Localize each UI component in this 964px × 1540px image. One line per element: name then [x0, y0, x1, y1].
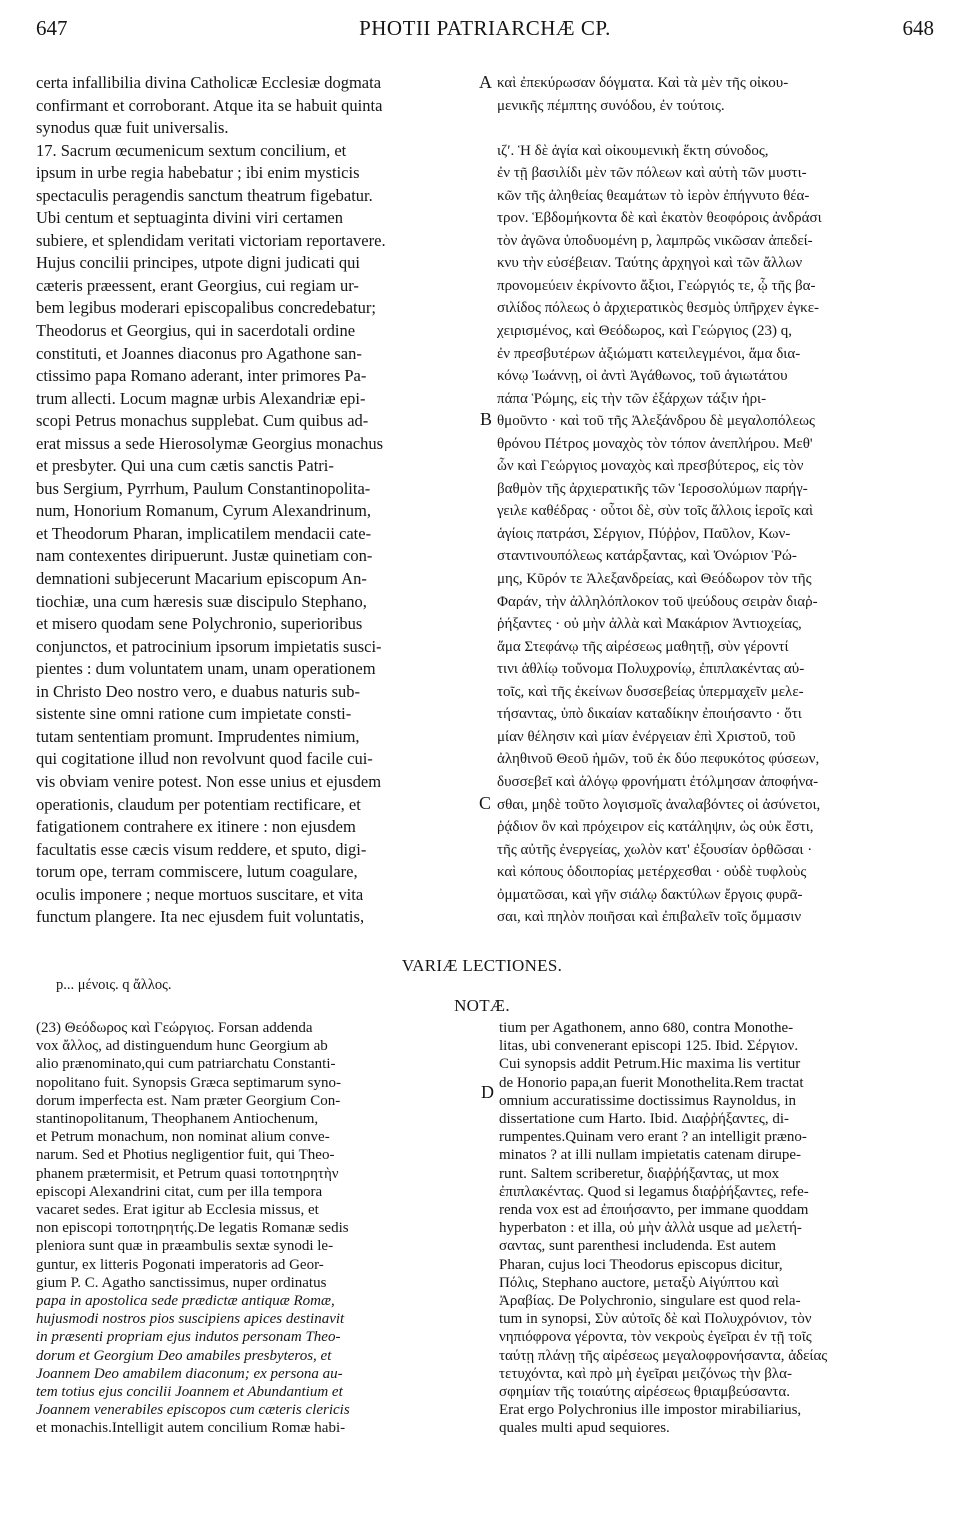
- note-text-line: gium P. C. Agatho sanctissimus, nuper ordinatus: [36, 1274, 327, 1291]
- latin-text-line: Hujus concilii principes, utpote digni judicati qui: [36, 253, 360, 273]
- note-text-line: σαντας, sunt parenthesi includenda. Est autem: [499, 1238, 777, 1255]
- note-text-line: litas, ubi convenerant episcopi 125. Ibid. Σέργιον.: [499, 1038, 799, 1055]
- greek-text-line: ἐν πρεσβυτέρων ἀξιώματι κατειλεγμένοι, ἅμα δια-: [497, 345, 801, 362]
- latin-text-line: pientes : dum voluntatem unam, unam operationem: [36, 659, 376, 679]
- latin-text-line: tutam sententiam promunt. Imprudentes nimium,: [36, 726, 360, 746]
- greek-text-line: βαθμὸν τῆς ἀρχιερατικῆς τῶν Ἱεροσολύμων παρήγ-: [497, 480, 808, 497]
- note-text-line: alio prænominato,qui cum patriarchatu Constanti-: [36, 1056, 336, 1073]
- latin-text-line: demnationi subjecerunt Macarium episcopum An-: [36, 569, 367, 589]
- latin-text-line: spectaculis peragendis sanctum theatrum figebatur.: [36, 185, 373, 205]
- note-text-line: phanem prætermisit, et Petrum quasi τοποτηρητὴν: [36, 1165, 339, 1182]
- latin-text-line: torum ope, terram commiscere, lutum coagulare,: [36, 862, 358, 882]
- latin-text-line: ipsum in urbe regia habebatur ; ibi enim mysticis: [36, 163, 360, 183]
- note-text-line: runt. Saltem scriberetur, διαῤῥήξαντας, ut mox: [499, 1165, 780, 1182]
- note-text-line: tum in synopsi, Σὺν αὐτοῖς δὲ καὶ Πολυχρόνιον, τὸν: [499, 1311, 812, 1328]
- notae-heading: NOTÆ.: [454, 996, 510, 1015]
- greek-text-line: κνυ τὴν εὐσέβειαν. Ταύτης ἀρχηγοὶ καὶ τῶν ἄλλων: [497, 255, 803, 272]
- latin-text-line: Theodorus et Georgius, qui in sacerdotali ordine: [36, 321, 356, 341]
- greek-text-line: μίαν θέλησιν καὶ μίαν ἐνέργειαν ἐπὶ Χριστοῦ, τοῦ: [497, 728, 796, 745]
- note-text-line: et Petrum monachum, non nominat alium conve-: [36, 1129, 330, 1146]
- latin-text-line: tiochiæ, una cum hæresis suæ discipulo Stephano,: [36, 591, 367, 611]
- greek-text-line: σιλίδος πόλεως ὁ ἀρχιερατικὸς θεσμὸς ὑπῆρχεν ἐγκε-: [497, 300, 820, 317]
- note-text-line: dissertatione cum Harto. Ibid. Διαῤῥήξαντες, di-: [499, 1111, 790, 1128]
- note-text-line: Joannem venerabiles episcopos cum cæteris clericis: [36, 1402, 350, 1419]
- latin-text-line: et Theodorum Pharan, implicatilem mendacii cate-: [36, 523, 372, 543]
- greek-text-line: σθαι, μηδὲ τοῦτο λογισμοῖς ἀναλαβόντες οἱ ἀσύνετοι,: [497, 796, 821, 813]
- note-text-line: τετυχόντα, καὶ πρὸ μὴ ἐγεῖραι μειζόνως τὴν βλα-: [499, 1365, 792, 1382]
- greek-text-line: προνομεύειν ἐκρίνοντο ἄξιοι, Γεώργιός τε, ᾧ τῆς βα-: [497, 277, 816, 294]
- latin-text-line: et presbyter. Qui una cum cætis sanctis Patri-: [36, 456, 334, 476]
- latin-text-line: facultatis esse cæcis visum reddere, et sputo, digi-: [36, 839, 367, 859]
- note-text-line: tem totius ejus concilii Joannem et Abundantium et: [36, 1384, 343, 1401]
- latin-text-line: vis obviam venire potest. Non esse unius et ejusdem: [36, 771, 382, 791]
- greek-text-line: μης, Κῦρόν τε Ἀλεξανδρείας, καὶ Θεόδωρον τὸν τῆς: [497, 571, 812, 588]
- note-text-line: νηπιόφρονα γέροντα, τὸν νεκροὺς ἐγεῖραι ἐν τῇ τοῖς: [499, 1329, 812, 1346]
- note-text-line: Pharan, cujus loci Theodorus episcopus dicitur,: [499, 1256, 783, 1273]
- greek-text-line: τινι ἀθλίῳ τοὔνομα Πολυχρονίῳ, ἐπιπλακέντας αὐ-: [497, 661, 805, 678]
- latin-text-line: bus Sergium, Pyrrhum, Paulum Constantinopolita-: [36, 478, 371, 498]
- note-text-line: de Honorio papa,an fuerit Monothelita.Rem tractat: [499, 1074, 804, 1091]
- note-text-line: Joannem Deo amabilem diaconum; ex persona au-: [36, 1365, 343, 1382]
- greek-text-line: κῶν τῆς ἀληθείας θεαμάτων τὸ ἱερὸν ἐπήγνυτο θέα-: [497, 187, 810, 204]
- latin-text-line: bem legibus moderari episcopalibus concredebatur;: [36, 298, 376, 318]
- latin-text-line: trum allecti. Locum magnæ urbis Alexandriæ epi-: [36, 388, 366, 408]
- latin-text-line: operationis, claudum per potentiam rectificare, et: [36, 794, 361, 814]
- greek-text-line: τῆς αὐτῆς ἐνεργείας, χωλὸν κατ' ἐξουσίαν ὀρθῶσαι ·: [497, 841, 813, 858]
- greek-text-line: πάπα Ῥώμης, εἰς τὴν τῶν ἐξάρχων τάξιν ἠρι-: [497, 390, 767, 407]
- note-text-line: quales multi apud sequiores.: [499, 1420, 670, 1437]
- latin-text-line: 17. Sacrum œcumenicum sextum concilium, et: [36, 140, 347, 160]
- greek-text-line: σταντινουπόλεως κατάρξαντας, καὶ Ὀνώριον Ῥώ-: [497, 548, 797, 565]
- note-text-line: Πόλις, Stephano auctore, μεταξὺ Αἰγύπτου καὶ: [499, 1274, 779, 1291]
- page-number-left: 647: [36, 16, 68, 40]
- latin-text-line: synodus quæ fuit universalis.: [36, 118, 229, 138]
- latin-text-line: fatigationem contrahere ex itinere : non ejusdem: [36, 817, 356, 837]
- latin-text-line: in Christo Deo nostro vero, e duabus naturis sub-: [36, 681, 360, 701]
- note-text-line: guntur, ex litteris Pogonati imperatoris ad Geor-: [36, 1256, 324, 1273]
- note-text-line: episcopi Alexandrini citat, cum per illa tempora: [36, 1183, 323, 1200]
- note-text-line: Ἀραβίας. De Polychronio, singulare est quod rela-: [499, 1293, 801, 1310]
- greek-text-line: ιζʹ. Ἡ δὲ ἁγία καὶ οἰκουμενικὴ ἕκτη σύνοδος,: [497, 142, 769, 159]
- greek-text-line: τρον. Ἑβδομήκοντα δὲ καὶ ἑκατὸν θεοφόροις ἀνδράσι: [497, 210, 822, 227]
- latin-text-line: oculis imponere ; neque mortuos suscitare, et vita: [36, 884, 364, 904]
- notes-left-column: [36, 1019, 482, 1438]
- section-marker-d: D: [481, 1082, 494, 1102]
- greek-text-line: θμοῦντο · καὶ τοῦ τῆς Ἀλεξάνδρου δὲ μεγαλοπόλεως: [497, 413, 815, 430]
- note-text-line: ἐπιπλακέντας. Quod si legamus διαῤῥήξαντες, refe-: [499, 1183, 809, 1200]
- greek-text-line: Φαράν, τὴν ἀλληλόπλοκον τοῦ ψεύδους σειρὰν διαῤ-: [497, 593, 818, 610]
- note-text-line: Erat ergo Polychronius ille impostor mirabiliarius,: [499, 1402, 802, 1419]
- note-text-line: omnium accuratissime doctissimus Raynoldus, in: [499, 1092, 797, 1109]
- note-text-line: narum. Sed et Photius negligentior fuit, qui Theo-: [36, 1147, 335, 1164]
- latin-text-line: certa infallibilia divina Catholicæ Ecclesiæ dogmata: [36, 73, 382, 92]
- note-text-line: papa in apostolica sede prædictæ antiquæ Romæ,: [36, 1293, 335, 1310]
- latin-text-line: scopi Petrus monachus supplebat. Cum quibus ad-: [36, 411, 369, 431]
- note-text-line: minatos ? at illi nullam impietatis catenam dirupe-: [499, 1147, 801, 1164]
- greek-text-line: χειρισμένος, καὶ Θεόδωρος, καὶ Γεώργιος (23) q,: [497, 323, 792, 340]
- greek-text-line: μενικῆς πέμπτης συνόδου, ἐν τούτοις.: [497, 97, 725, 114]
- section-marker-a: A: [479, 72, 492, 92]
- greek-text-line: καὶ κόπους ὁδοιπορίας μετέρχεσθαι · οὐδὲ τυφλοὺς: [497, 864, 807, 881]
- latin-text-line: erat missus a sede Hierosolymæ Georgius monachus: [36, 433, 384, 453]
- greek-text-line: ῥήξαντες · οὐ μὴν ἀλλὰ καὶ Μακάριον Ἀντιοχείας,: [497, 616, 802, 633]
- latin-text-line: ctissimo papa Romano aderant, inter primores Pa-: [36, 366, 367, 386]
- greek-text-line: τήσαντας, ὑπὸ δικαίαν καταδίκην ἐποιήσαντο · ὅτι: [497, 706, 802, 723]
- note-text-line: hujusmodi nostros pios suscipiens apices destinavit: [36, 1311, 345, 1328]
- latin-text-line: subiere, et splendidam veritati victoriam reportavere.: [36, 230, 386, 250]
- latin-text-column: [36, 72, 482, 929]
- greek-text-line: ἐν τῇ βασιλίδι μὲν τῶν πόλεων καὶ αὐτὴ τῶν μυστι-: [497, 165, 807, 182]
- note-text-line: dorum et Georgium Deo amabiles presbyteros, et: [36, 1347, 332, 1364]
- greek-text-line: θρόνου Πέτρος μοναχὸς τὸν τόπον ἀνεπλήρου. Μεθ': [497, 435, 813, 452]
- note-text-line: non episcopi τοποτηρητής.De legatis Romanæ sedis: [36, 1220, 349, 1237]
- latin-text-line: Ubi centum et septuaginta divini viri certamen: [36, 208, 343, 228]
- greek-text-column: [497, 72, 931, 929]
- greek-text-line: ὧν καὶ Γεώργιος μοναχὸς καὶ πρεσβύτερος, εἰς τὸν: [497, 458, 804, 475]
- latin-text-line: et misero quodam sene Polychronio, superioribus: [36, 614, 363, 634]
- note-text-line: σφημίαν τῆς τοιαύτης αἱρέσεως θριαμβεύσαντα.: [499, 1384, 790, 1401]
- note-text-line: tium per Agathonem, anno 680, contra Monothe-: [499, 1020, 794, 1036]
- greek-text-line: ἀληθινοῦ Θεοῦ ἡμῶν, τοῦ ἐκ δύο πεφυκότος φύσεων,: [497, 751, 820, 768]
- note-text-line: et monachis.Intelligit autem concilium Romæ habi-: [36, 1420, 346, 1437]
- latin-text-line: sistente sine omni ratione cum impietate consti-: [36, 704, 352, 724]
- running-header: [36, 6, 934, 42]
- latin-text-line: functum plangere. Ita nec ejusdem fuit voluntatis,: [36, 907, 365, 927]
- latin-text-line: qui cogitatione illud non revolvunt quod facile cui-: [36, 749, 373, 769]
- note-text-line: in præsenti propriam ejus indutos personam Theo-: [36, 1329, 341, 1346]
- note-text-line: stantinopolitanum, Theophanem Antiochenum,: [36, 1111, 319, 1128]
- page-number-right: 648: [902, 16, 934, 40]
- notes-right-column: [499, 1019, 935, 1438]
- greek-text-line: δυσσεβεῖ καὶ ἀλόγῳ φρονήματι ἐτόλμησαν ἀποφήνα-: [497, 773, 819, 790]
- greek-text-line: ῥᾴδιον ὂν καὶ πρόχειρον εἰς κατάληψιν, ὡς οὐκ ἔστι,: [497, 819, 814, 836]
- greek-text-line: σαι, καὶ πηλὸν ποιῆσαι καὶ ἐπιβαλεῖν τοῖς ὄμμασιν: [497, 909, 802, 926]
- greek-text-line: κόνῳ Ἰωάννῃ, οἱ ἀντὶ Ἀγάθωνος, τοῦ ἁγιωτάτου: [497, 368, 788, 385]
- greek-text-line: τὸν ἀγῶνα ὑποδυομένη p, λαμπρῶς νικῶσαν ἀπεδεί-: [497, 232, 813, 249]
- note-text-line: vacaret sedes. Erat igitur ab Ecclesia missus, et: [36, 1202, 319, 1219]
- latin-text-line: confirmant et corroborant. Atque ita se habuit quinta: [36, 95, 383, 115]
- variae-lectiones-heading: VARIÆ LECTIONES.: [401, 956, 563, 975]
- note-text-line: nopolitano fuit. Synopsis Græca septimarum syno-: [36, 1074, 341, 1091]
- note-text-line: rumpentes.Quinam vero erant ? an intelligit præno-: [499, 1129, 807, 1146]
- greek-text-line: [497, 117, 931, 140]
- greek-text-line: τοῖς, καὶ τῆς ἐκείνων δυσσεβείας ὑπερμαχεῖν μελε-: [497, 683, 804, 700]
- latin-text-line: nam contexentes diripuerunt. Justæ quinetiam con-: [36, 546, 373, 566]
- note-text-line: pleniora sunt quæ in præambulis sextæ synodi le-: [36, 1238, 334, 1255]
- section-marker-b: B: [480, 409, 493, 429]
- latin-text-line: num, Honorium Romanum, Cyrum Alexandrinum,: [36, 501, 372, 521]
- greek-text-line: γειλε καθέδρας · οὗτοι δὲ, σὺν τοῖς ἄλλοις ἱεροῖς καὶ: [497, 503, 814, 520]
- latin-text-line: conjunctos, et patrocinium ipsorum impietatis susci-: [36, 636, 382, 656]
- note-text-line: dorum imperfecta est. Nam præter Georgium Con-: [36, 1092, 341, 1109]
- note-text-line: Cui synopsis addit Petrum.Hic maxima lis vertitur: [499, 1056, 801, 1073]
- note-text-line: ταύτῃ πλάνῃ τῆς αἱρέσεως μεγαλοφρονήσαντα, ἀδείας: [499, 1347, 828, 1364]
- note-text-line: (23) Θεόδωρος καὶ Γεώργιος. Forsan addenda: [36, 1020, 313, 1036]
- greek-text-line: καὶ ἐπεκύρωσαν δόγματα. Καὶ τὰ μὲν τῆς οἰκου-: [497, 75, 789, 91]
- latin-text-line: cæteris præessent, erant Georgius, cui regiam ur-: [36, 275, 359, 295]
- running-title: PHOTII PATRIARCHÆ CP.: [359, 16, 611, 40]
- note-text-line: hyperbaton : et illa, οὐ μὴν ἀλλὰ usque ad μελετή-: [499, 1220, 802, 1237]
- note-text-line: renda vox est ad ἐποιήσαντο, per immane quoddam: [499, 1202, 809, 1219]
- greek-text-line: ὀμματῶσαι, καὶ γῆν σιάλῳ δακτύλων ἔργοις φυρᾶ-: [497, 886, 803, 903]
- note-text-line: vox ἄλλος, ad distinguendum hunc Georgium ab: [36, 1038, 328, 1055]
- greek-text-line: ἅμα Στεφάνῳ τῆς αἱρέσεως μαθητῇ, σὺν γέροντί: [497, 638, 789, 655]
- variant-readings: p... μένοις. q ἄλλος.: [56, 977, 172, 993]
- greek-text-line: ἁγίοις πατράσι, Σέργιον, Πύῤῥον, Παῦλον, Κων-: [497, 525, 791, 542]
- section-marker-c: C: [479, 793, 492, 813]
- latin-text-line: constituti, et Joannes diaconus pro Agathone san-: [36, 343, 362, 363]
